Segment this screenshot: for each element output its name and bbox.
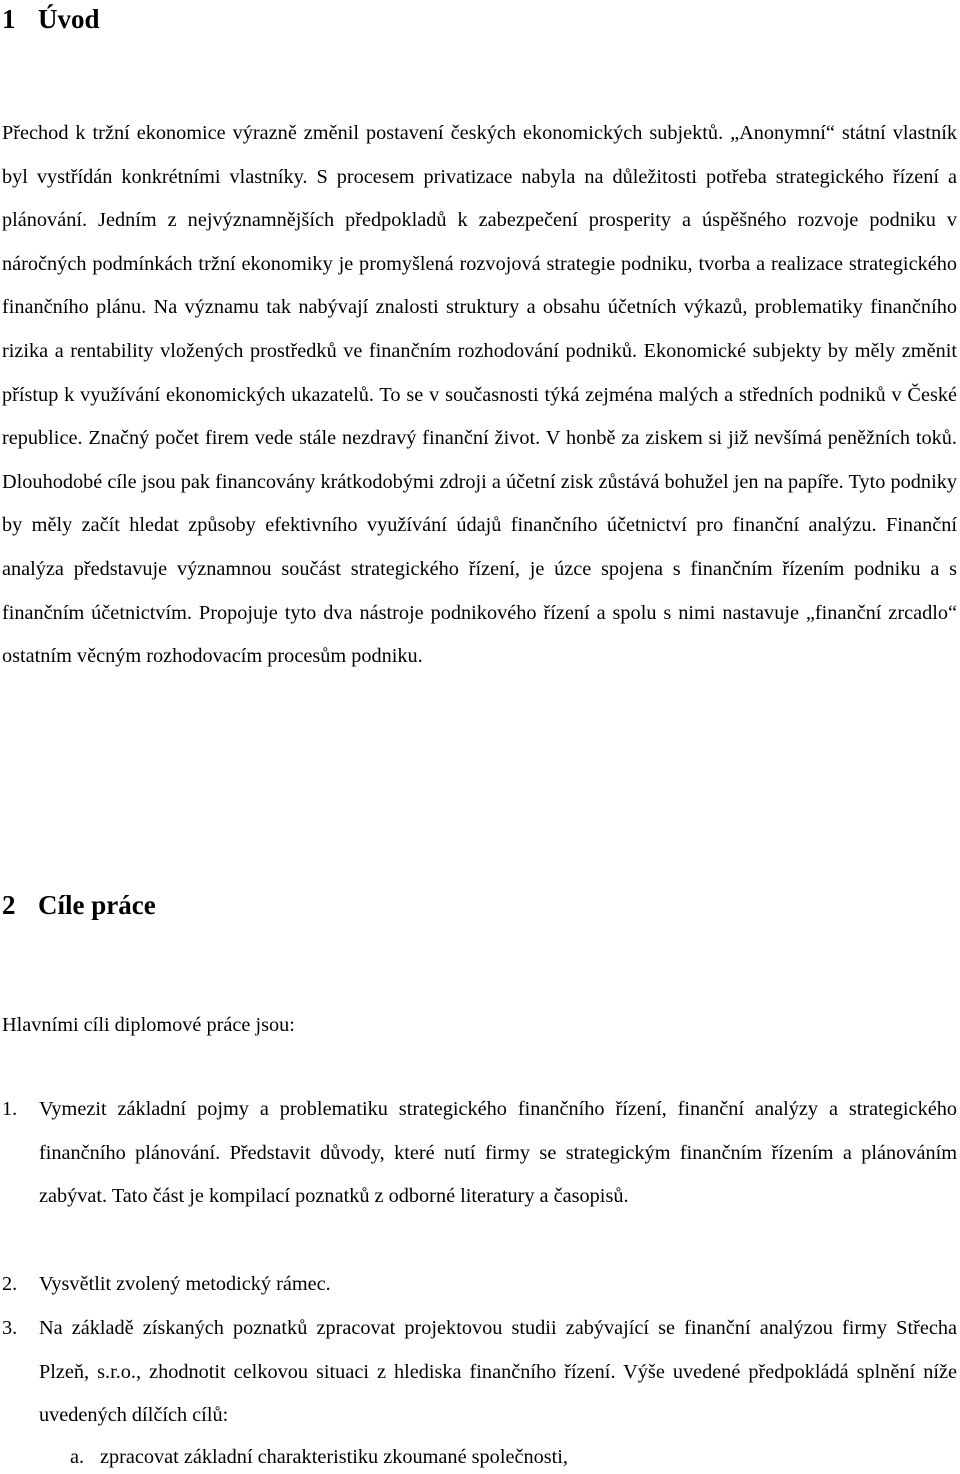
goal-item-2 — [2, 1263, 957, 1307]
goal-item-2-text: Vysvětlit zvolený metodický rámec. — [39, 1273, 331, 1295]
intro-paragraph: Přechod k tržní ekonomice výrazně změnil postavení českých ekonomických subjektů. „Anonymní“ státní vlastník byl vystřídán konkrétními vlastníky. S procesem privatizace nabyla na důležitosti potřeba strategického řízení a plánování. Jedním z nejvýznamnějších předpokladů k zabezpečení prosperity a úspěšného rozvoje podniku v náročných podmínkách tržní ekonomiky je promyšlená rozvojová strategie podniku, tvorba a realizace strategického finančního plánu. Na významu tak nabývají znalosti struktury a obsahu účetních výkazů, problematiky finančního rizika a rentability vložených prostředků ve finančním rozhodování podniků. Ekonomické subjekty by měly změnit přístup k využívání ekonomických ukazatelů. To se v současnosti týká zejména malých a středních podniků v České republice. Značný počet firem vede stále nezdravý finanční život. V honbě za ziskem si již nevšímá peněžních toků. Dlouhodobé cíle jsou pak financovány krátkodobými zdroji a účetní zisk zůstává bohužel jen na papíře. Tyto podniky by měly začít hledat způsoby efektivního využívání údajů finančního účetnictví pro finanční analýzu. Finanční analýza představuje významnou součást strategického řízení, je úzce spojena s finančním řízením podniku a s finančním účetnictvím. Propojuje tyto dva nástroje podnikového řízení a spolu s nimi nastavuje „finanční zrcadlo“ ostatním věcným rozhodovacím procesům podniku. — [2, 122, 957, 668]
subgoal-item-a-text: zpracovat základní charakteristiku zkoumané společnosti, — [100, 1446, 568, 1468]
section-2-number: 2 — [2, 890, 16, 920]
section-2-heading — [2, 888, 156, 922]
subgoal-item-a-marker: a. — [70, 1446, 85, 1468]
section-1-title: Úvod — [38, 4, 100, 34]
goal-item-3 — [2, 1307, 957, 1438]
goal-item-3-marker: 3. — [2, 1317, 18, 1339]
goal-item-1-text: Vymezit základní pojmy a problematiku strategického finančního řízení, finanční analýzy a strategického finančního plánování. Představit důvody, které nutí firmy se strategickým finančním řízením a plánováním zabývat. Tato část je kompilací poznatků z odborné literatury a časopisů. — [39, 1098, 957, 1208]
goal-item-1-marker: 1. — [2, 1098, 18, 1120]
goal-item-2-marker: 2. — [2, 1273, 18, 1295]
subgoal-item-a — [70, 1442, 568, 1472]
goals-intro: Hlavními cíli diplomové práce jsou: — [2, 1014, 295, 1036]
section-1-heading — [2, 2, 100, 36]
goal-item-1 — [2, 1088, 957, 1219]
goal-item-3-text: Na základě získaných poznatků zpracovat projektovou studii zabývající se finanční analýzou firmy Střecha Plzeň, s.r.o., zhodnotit celkovou situaci z hlediska finančního řízení. Výše uvedené předpokládá splnění níže uvedených dílčích cílů: — [39, 1317, 957, 1427]
section-1-number: 1 — [2, 4, 16, 34]
section-2-title: Cíle práce — [38, 890, 156, 920]
